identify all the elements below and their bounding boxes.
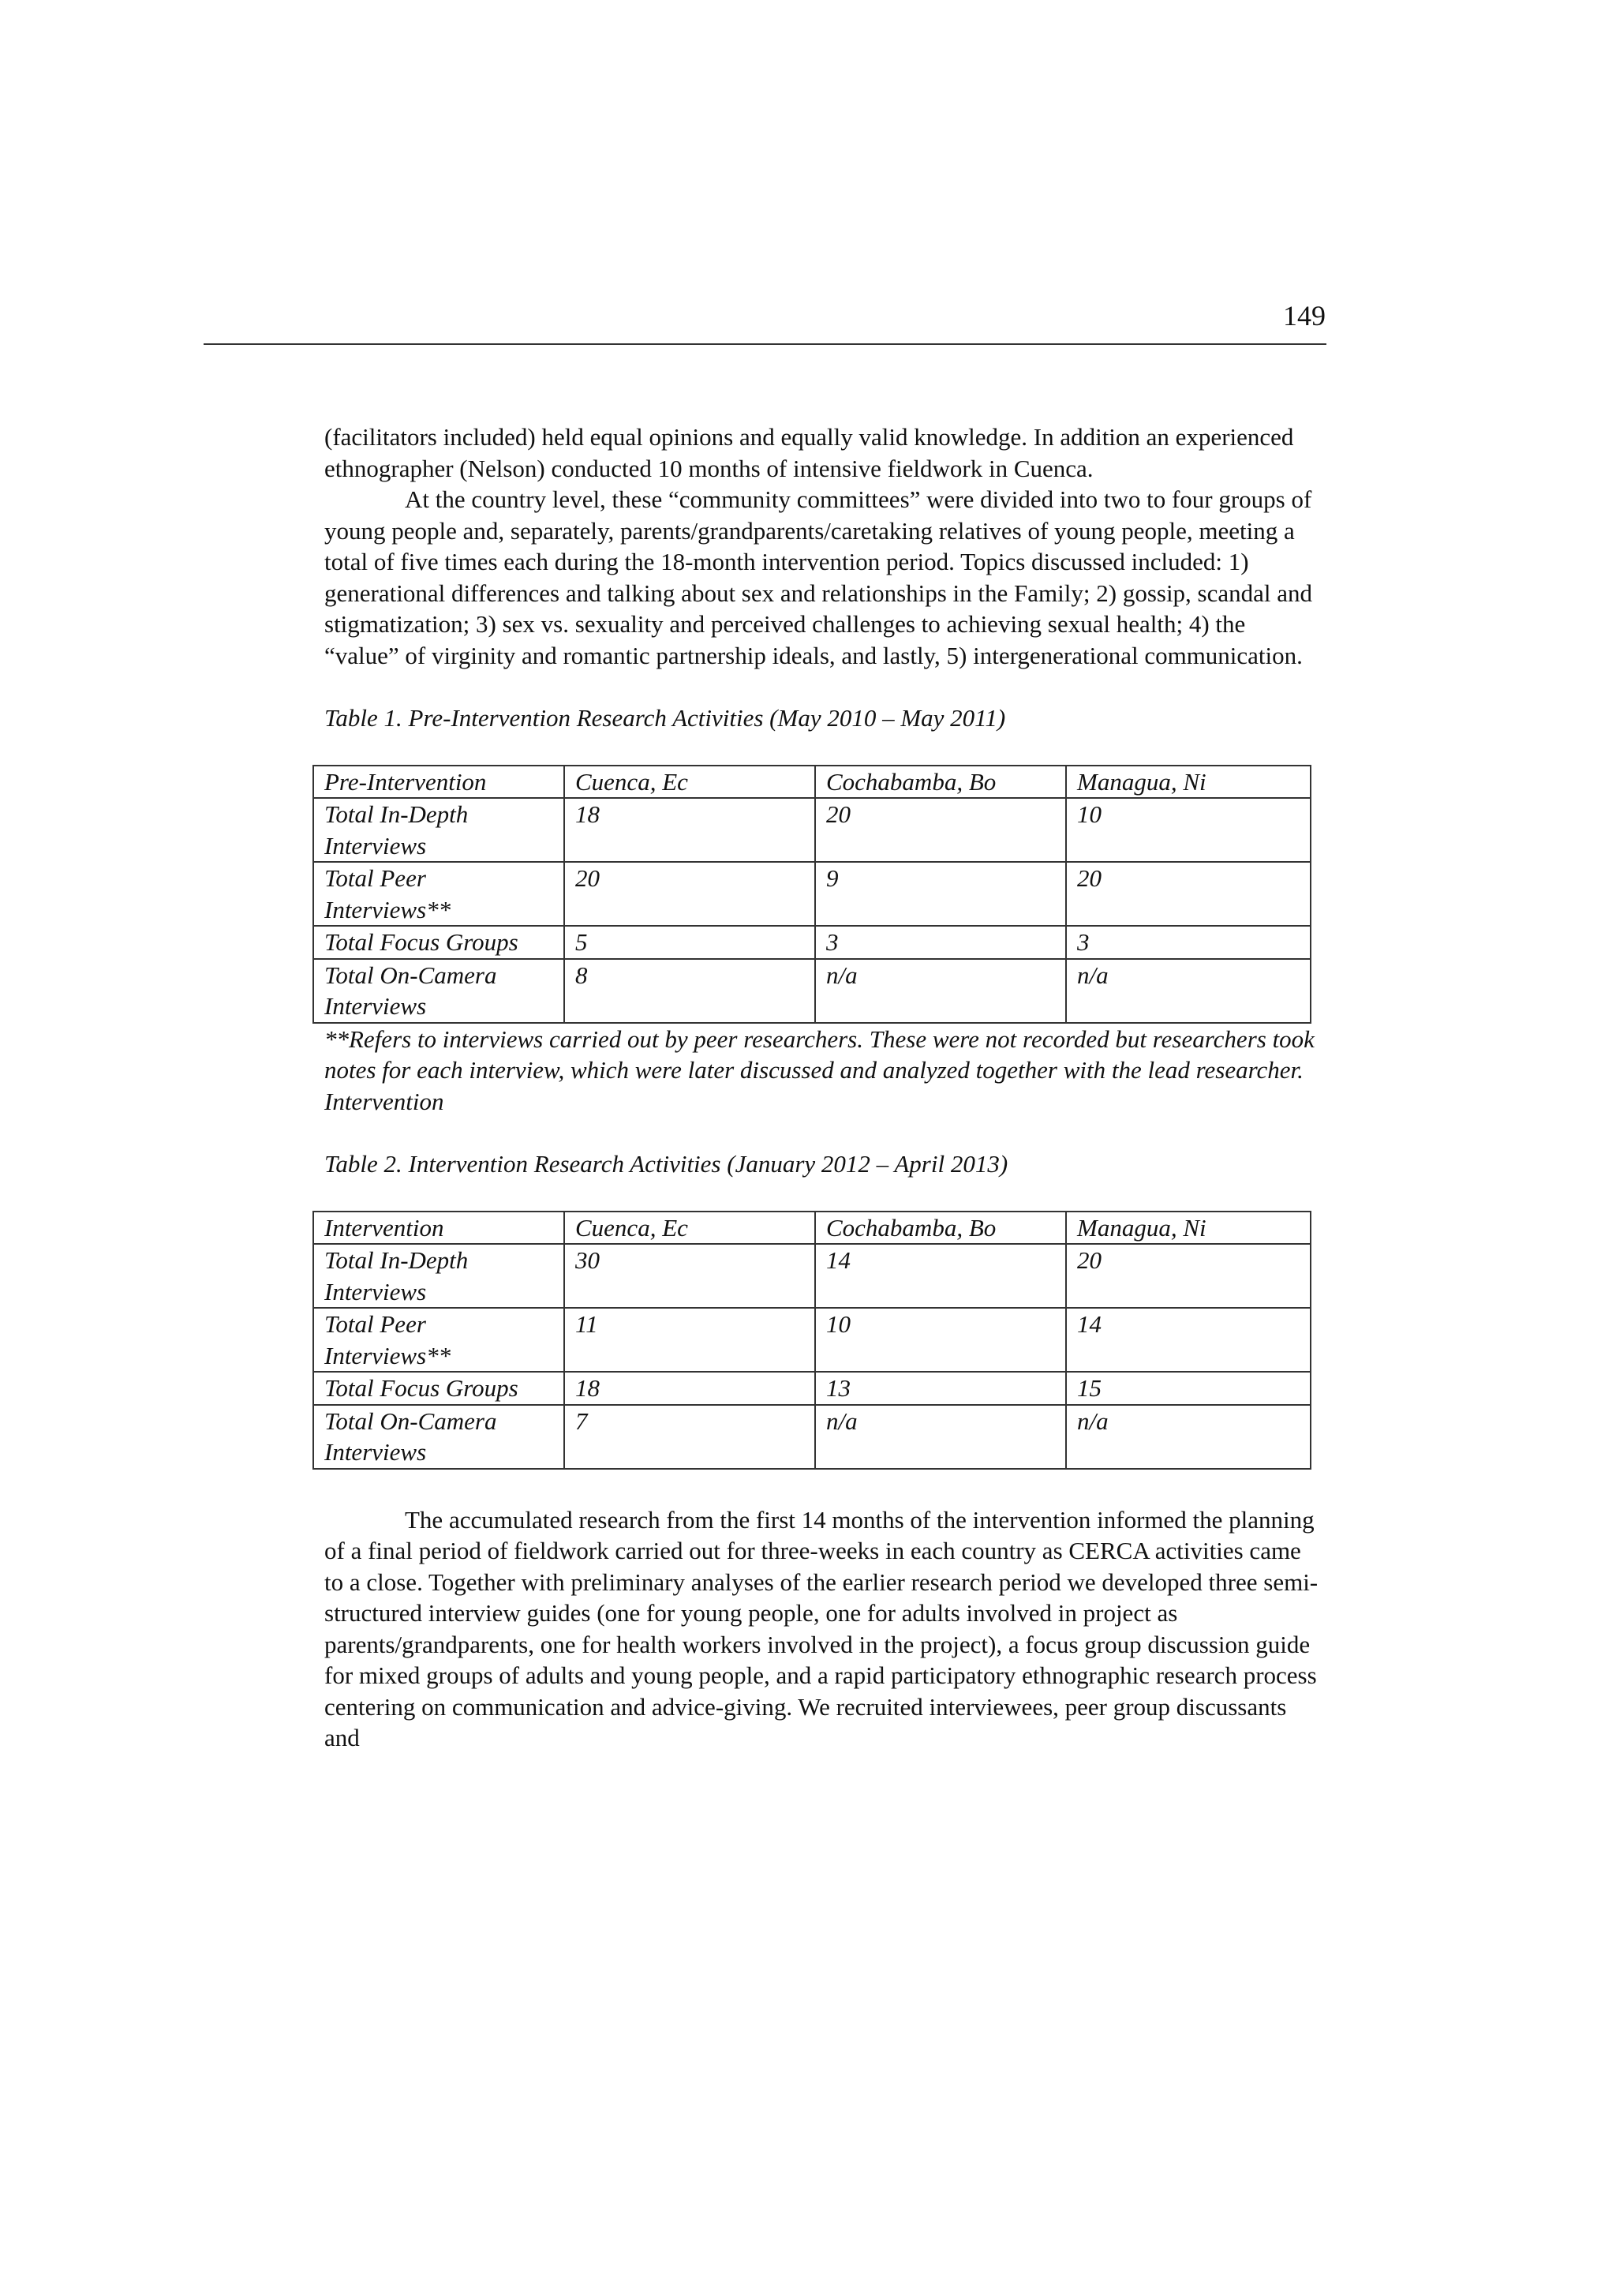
table-cell: Total Focus Groups [313,1372,564,1405]
table-cell: 5 [564,926,815,959]
table-header-cell: Cochabamba, Bo [815,1212,1066,1245]
paragraph-1: (facilitators included) held equal opinions and equally valid knowledge. In addition an experienced ethnographer (Nelson) conducted 10 months of intensive fieldwork in Cuenca. [324,423,1294,482]
table-cell: Total Focus Groups [313,926,564,959]
table-header-cell: Cuenca, Ec [564,766,815,799]
table-cell: 18 [564,1372,815,1405]
table-cell: n/a [1066,959,1311,1023]
table-cell: 13 [815,1372,1066,1405]
table-row [313,798,1311,862]
table-row [313,1372,1311,1405]
table-header-cell: Intervention [313,1212,564,1245]
table-row [313,1308,1311,1372]
table-header-row [313,766,1311,799]
table-cell: 3 [815,926,1066,959]
table-cell: Total In-Depth Interviews [313,1244,564,1308]
table-cell: 20 [1066,862,1311,926]
table-header-cell: Managua, Ni [1066,766,1311,799]
table-2 [312,1211,1311,1470]
paragraph-3: The accumulated research from the first 14 months of the intervention informed the planning of a final period of fieldwork carried out for three-weeks in each country as CERCA activities came to a close. Together with preliminary analyses of the earlier research period we developed three semi-structured interview guides (one for young people, one for adults involved in project as parents/grandparents, one for health workers involved in the project), a focus group discussion guide for mixed groups of adults and young people, and a rapid participatory ethnographic research process centering on communication and advice-giving. We recruited interviewees, peer group discussants and [324,1505,1319,1751]
table-2-title: Table 2. Intervention Research Activities (January 2012 – April 2013) [324,1150,1008,1178]
header-rule [204,343,1326,345]
table-header-cell: Pre-Intervention [313,766,564,799]
page-body [324,421,1319,1754]
table-header-cell: Managua, Ni [1066,1212,1311,1245]
table-cell: Total In-Depth Interviews [313,798,564,862]
table-cell: n/a [1066,1405,1311,1469]
table-cell: 10 [815,1308,1066,1372]
table-1-title: Table 1. Pre-Intervention Research Activities (May 2010 – May 2011) [324,704,1006,732]
table-cell: Total Peer Interviews** [313,862,564,926]
table-row [313,1244,1311,1308]
table-cell: 14 [1066,1308,1311,1372]
table-cell: 11 [564,1308,815,1372]
table-header-cell: Cuenca, Ec [564,1212,815,1245]
section-label-intervention: Intervention [324,1087,444,1115]
table-cell: 3 [1066,926,1311,959]
table-cell: 8 [564,959,815,1023]
table-cell: Total Peer Interviews** [313,1308,564,1372]
table-cell: Total On-Camera Interviews [313,1405,564,1469]
table-cell: 30 [564,1244,815,1308]
table-row [313,959,1311,1023]
table-cell: Total On-Camera Interviews [313,959,564,1023]
table-cell: 10 [1066,798,1311,862]
table-row [313,862,1311,926]
table-1-footnote: **Refers to interviews carried out by peer researchers. These were not recorded but researchers took notes for each interview, which were later discussed and analyzed together with the lead researcher. [324,1024,1315,1084]
paragraph-2: At the country level, these “community committees” were divided into two to four groups of young people and, separately, parents/grandparents/caretaking relatives of young people, meeting a total of five times each during the 18-month intervention period. Topics discussed included: 1) generational differences and talking about sex and relationships in the Family; 2) gossip, scandal and stigmatization; 3) sex vs. sexuality and perceived challenges to achieving sexual health; 4) the “value” of virginity and romantic partnership ideals, and lastly, 5) intergenerational communication. [324,485,1313,669]
table-cell: 18 [564,798,815,862]
table-header-cell: Cochabamba, Bo [815,766,1066,799]
table-cell: 15 [1066,1372,1311,1405]
page-number: 149 [1283,300,1326,331]
table-cell: n/a [815,959,1066,1023]
table-row [313,1405,1311,1469]
table-1 [312,765,1311,1024]
table-cell: 14 [815,1244,1066,1308]
table-cell: 20 [815,798,1066,862]
table-row [313,926,1311,959]
table-cell: 20 [564,862,815,926]
table-cell: 9 [815,862,1066,926]
table-header-row [313,1212,1311,1245]
table-cell: 7 [564,1405,815,1469]
table-cell: 20 [1066,1244,1311,1308]
table-cell: n/a [815,1405,1066,1469]
